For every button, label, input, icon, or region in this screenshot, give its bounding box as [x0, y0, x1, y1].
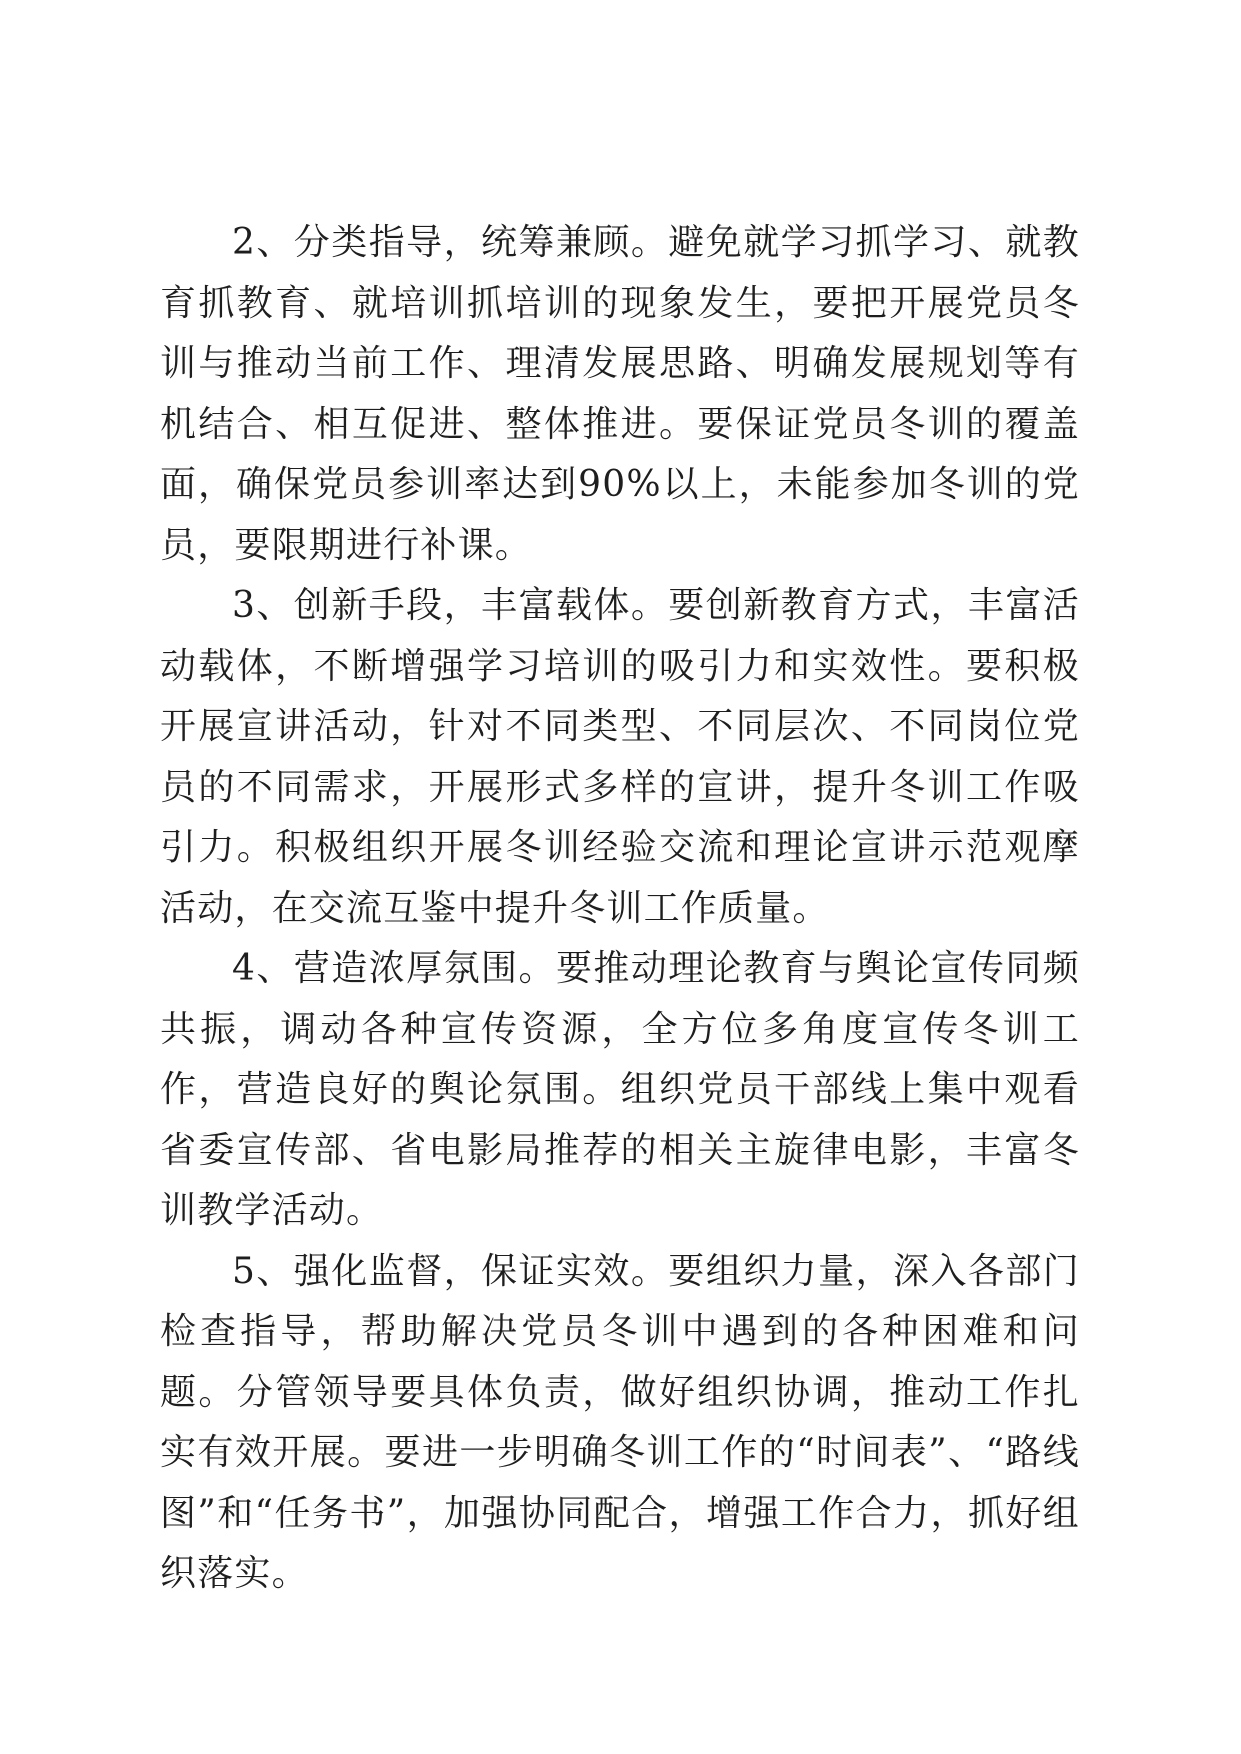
- paragraph-4-atmosphere: 4、营造浓厚氛围。要推动理论教育与舆论宣传同频共振，调动各种宣传资源，全方位多角度宣传冬训工作，营造良好的舆论氛围。组织党员干部线上集中观看省委宣传部、省电影局推荐的相关主旋律电影，丰富冬训教学活动。: [160, 948, 1080, 1231]
- document-body: [160, 213, 1080, 1605]
- paragraph-2-classified-guidance: 2、分类指导，统筹兼顾。避免就学习抓学习、就教育抓教育、就培训抓培训的现象发生，要把开展党员冬训与推动当前工作、理清发展思路、明确发展规划等有机结合、相互促进、整体推进。要保证党员冬训的覆盖面，确保党员参训率达到90%以上，未能参加冬训的党员，要限期进行补课。: [160, 222, 1080, 566]
- paragraph-5-supervision: 5、强化监督，保证实效。要组织力量，深入各部门检查指导，帮助解决党员冬训中遇到的各种困难和问题。分管领导要具体负责，做好组织协调，推动工作扎实有效开展。要进一步明确冬训工作的“时间表”、“路线图”和“任务书”，加强协同配合，增强工作合力，抓好组织落实。: [160, 1250, 1080, 1594]
- paragraph-3-innovative-means: 3、创新手段，丰富载体。要创新教育方式，丰富活动载体，不断增强学习培训的吸引力和实效性。要积极开展宣讲活动，针对不同类型、不同层次、不同岗位党员的不同需求，开展形式多样的宣讲，提升冬训工作吸引力。积极组织开展冬训经验交流和理论宣讲示范观摩活动，在交流互鉴中提升冬训工作质量。: [160, 585, 1080, 929]
